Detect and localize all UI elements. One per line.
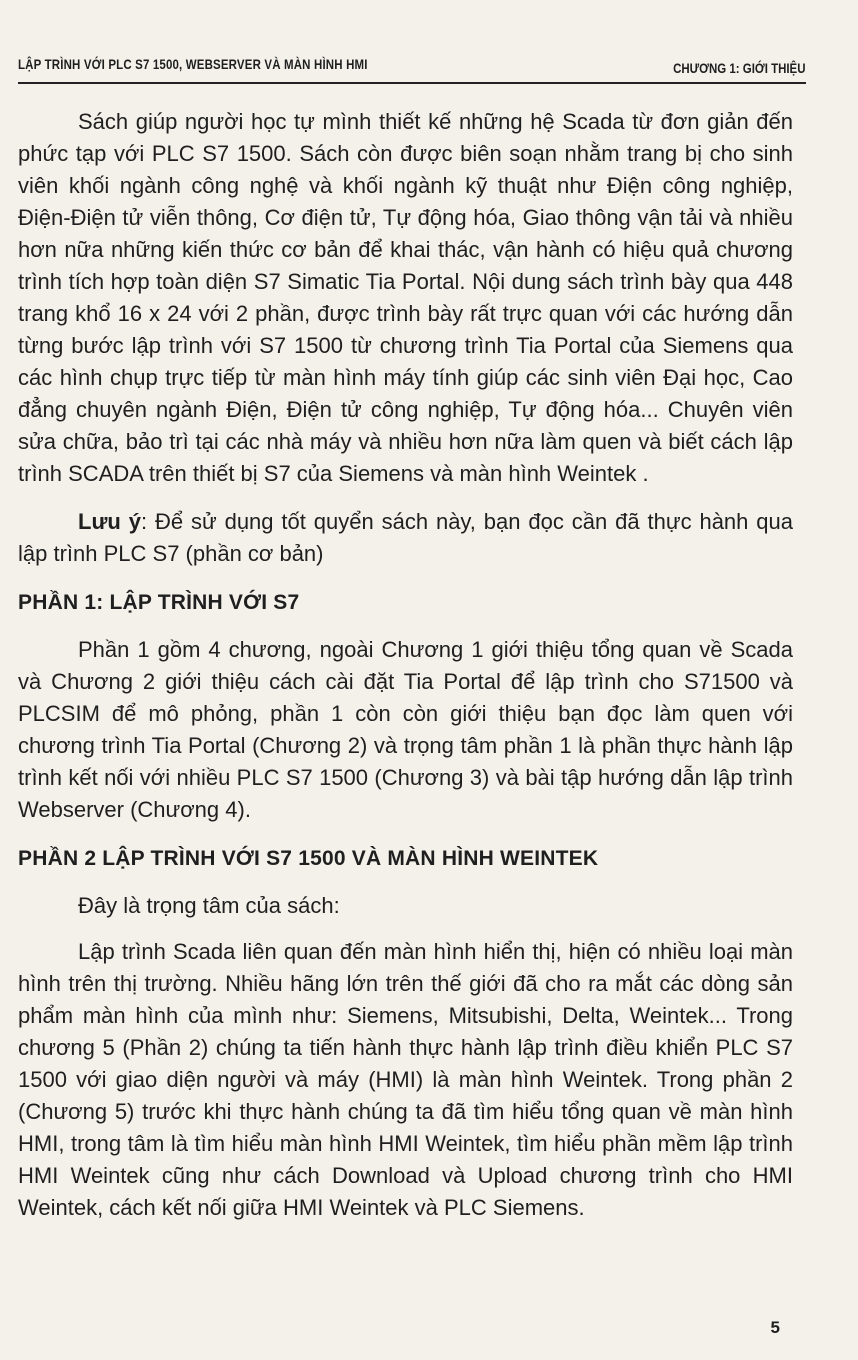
paragraph-note [18,506,793,570]
paragraph-part-2: Lập trình Scada liên quan đến màn hình hiển thị, hiện có nhiều loại màn hình trên thị trường. Nhiều hãng lớn trên thế giới đã cho ra mắt các dòng sản phẩm màn hình của mình như: Siemens, Mitsubishi, Delta, Weintek... Trong chương 5 (Phần 2) chúng ta tiến hành thực hành lập trình điều khiển PLC S7 1500 với giao diện người và máy (HMI) là màn hình Weintek. Trong phần 2 (Chương 5) trước khi thực hành chúng ta đã tìm hiểu tổng quan về màn hình HMI, trong tâm là tìm hiểu màn hình HMI Weintek, tìm hiểu phần mềm lập trình HMI Weintek cũng như cách Download và Upload chương trình cho HMI Weintek, cách kết nối giữa HMI Weintek và PLC Siemens. [18,939,793,1220]
header-chapter-title: CHƯƠNG 1: GIỚI THIỆU [673,60,806,76]
note-label: Lưu ý [78,509,141,534]
heading-part-2: PHẦN 2 LẬP TRÌNH VỚI S7 1500 VÀ MÀN HÌNH WEINTEK [18,847,599,870]
header-book-title: LẬP TRÌNH VỚI PLC S7 1500, WEBSERVER VÀ MÀN HÌNH HMI [18,56,368,72]
page-content [18,106,793,1224]
running-header [18,52,806,84]
page-number: 5 [770,1318,780,1337]
heading-part-1: PHẦN 1: LẬP TRÌNH VỚI S7 [18,591,300,614]
paragraph-intro: Sách giúp người học tự mình thiết kế những hệ Scada từ đơn giản đến phức tạp với PLC S7 1500. Sách còn được biên soạn nhằm trang bị cho sinh viên khối ngành công nghệ và khối ngành kỹ thuật như Điện công nghiệp, Điện-Điện tử viễn thông, Cơ điện tử, Tự động hóa, Giao thông vận tải và nhiều hơn nữa những kiến thức cơ bản để khai thác, vận hành có hiệu quả chương trình tích hợp toàn diện S7 Simatic Tia Portal. Nội dung sách trình bày qua 448 trang khổ 16 x 24 với 2 phần, được trình bày rất trực quan với các hướng dẫn từng bước lập trình với S7 1500 từ chương trình Tia Portal của Siemens qua các hình chụp trực tiếp từ màn hình máy tính giúp các sinh viên Đại học, Cao đẳng chuyên ngành Điện, Điện tử công nghiệp, Tự động hóa... Chuyên viên sửa chữa, bảo trì tại các nhà máy và nhiều hơn nữa làm quen và biết cách lập trình SCADA trên thiết bị S7 của Siemens và màn hình Weintek . [18,109,793,486]
paragraph-part-1: Phần 1 gồm 4 chương, ngoài Chương 1 giới thiệu tổng quan về Scada và Chương 2 giới thiệu cách cài đặt Tia Portal để lập trình cho S71500 và PLCSIM để mô phỏng, phần 1 còn còn giới thiệu bạn đọc làm quen với chương trình Tia Portal (Chương 2) và trọng tâm phần 1 là phần thực hành lập trình kết nối với nhiều PLC S7 1500 (Chương 3) và bài tập hướng dẫn lập trình Webserver (Chương 4). [18,637,793,822]
paragraph-focus: Đây là trọng tâm của sách: [78,893,340,918]
note-text: : Để sử dụng tốt quyển sách này, bạn đọc cần đã thực hành qua lập trình PLC S7 (phần cơ bản) [18,509,794,566]
